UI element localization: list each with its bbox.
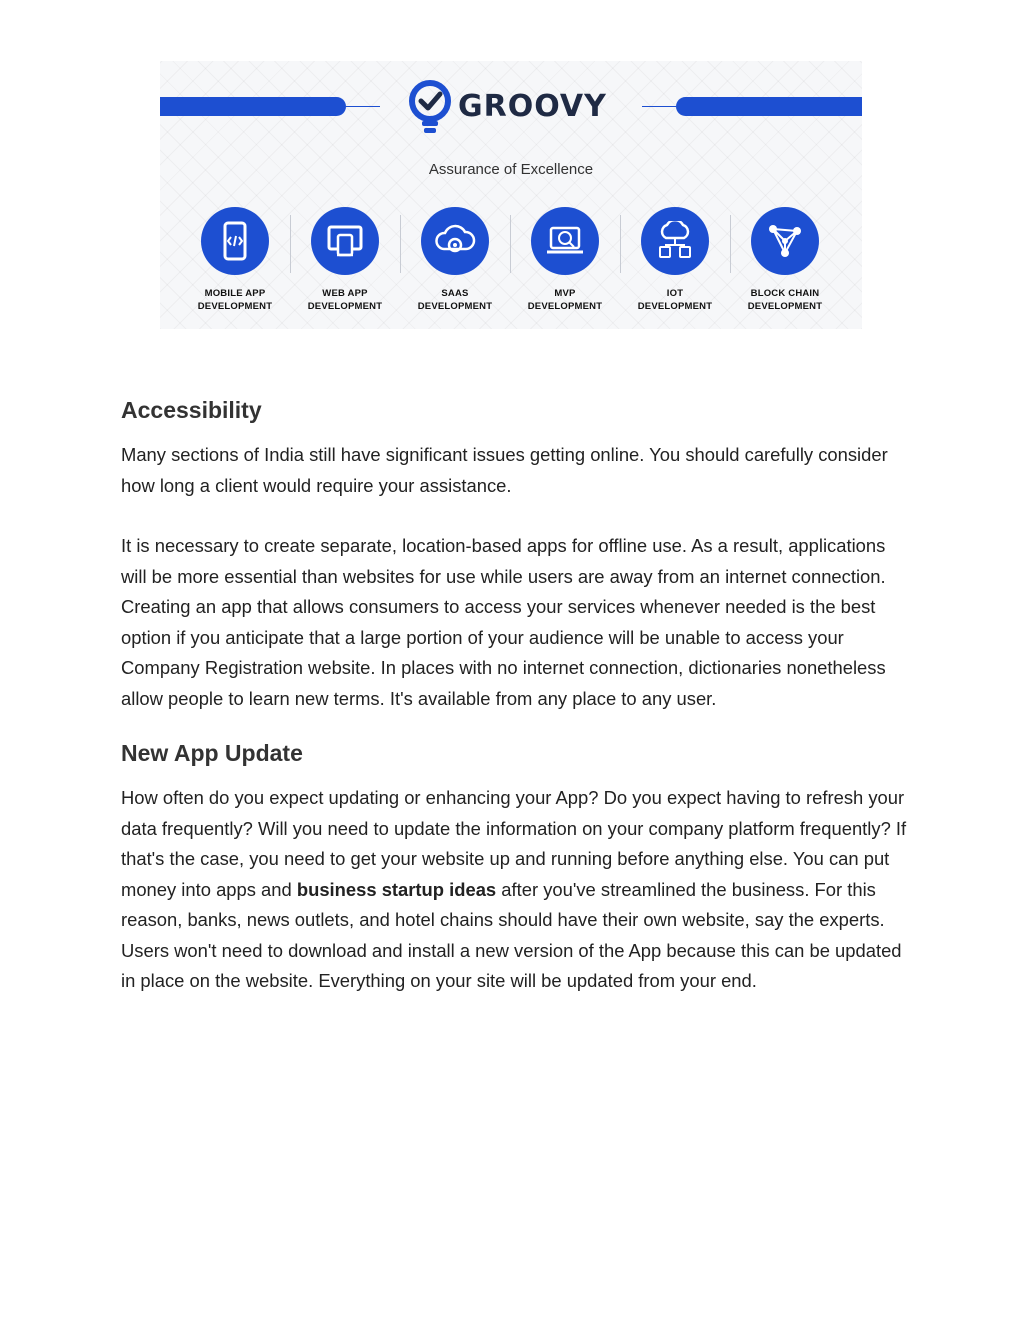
groovy-logo (408, 79, 618, 139)
banner-bar-left (160, 97, 346, 116)
web-devices-icon (311, 207, 379, 275)
mobile-code-icon (201, 207, 269, 275)
service-web-app (290, 207, 400, 313)
service-label: MOBILE APP DEVELOPMENT (197, 288, 273, 312)
service-mobile-app (180, 207, 290, 313)
service-label: IOT DEVELOPMENT (637, 288, 713, 312)
section-heading-accessibility: Accessibility (121, 397, 262, 423)
banner-line-left (346, 106, 380, 107)
services-row (180, 207, 842, 317)
section-heading-new-app-update: New App Update (121, 740, 303, 766)
banner-bar-right (676, 97, 862, 116)
logo-wordmark: GROOVY (458, 89, 607, 124)
service-iot (620, 207, 730, 313)
service-label: BLOCK CHAIN DEVELOPMENT (747, 288, 823, 312)
cloud-network-icon (641, 207, 709, 275)
bulb-check-icon (408, 79, 452, 137)
service-saas (400, 207, 510, 313)
mvp-laptop-icon (531, 207, 599, 275)
banner-line-right (642, 106, 676, 107)
business-startup-ideas-link[interactable]: business startup ideas (296, 878, 497, 900)
paragraph: How often do you expect updating or enhancing your App? Do you expect having to refresh your data frequently? Will you need to update the information on your company platform frequently? If that's the case, you need to get your website up and running before anything else. You can put money into apps and business startup ideas after you've streamlined the business. For this reason, banks, news outlets, and hotel chains should have their own website, say the experts. Users won't need to download and install a new version of the App because this can be updated in place on the website. Everything on your site will be updated from your end. (121, 787, 907, 991)
service-label: MVP DEVELOPMENT (527, 288, 603, 312)
service-label: SAAS DEVELOPMENT (417, 288, 493, 312)
blockchain-network-icon (751, 207, 819, 275)
groovy-banner (160, 61, 862, 329)
service-blockchain (730, 207, 840, 313)
paragraph: It is necessary to create separate, location-based apps for offline use. As a result, applications will be more essential than websites for use while users are away from an internet connection. Creating an app that allows consumers to access your services whenever needed is the best option if you anticipate that a large portion of your audience will be unable to access your Company Registration website. In places with no internet connection, dictionaries nonetheless allow people to learn new terms. It's available from any place to any user. (121, 535, 886, 709)
cloud-gear-icon (421, 207, 489, 275)
banner-tagline: Assurance of Excellence (428, 161, 594, 178)
article-body (121, 393, 911, 997)
paragraph: Many sections of India still have significant issues getting online. You should carefully consider how long a client would require your assistance. (121, 444, 888, 496)
service-mvp (510, 207, 620, 313)
service-label: WEB APP DEVELOPMENT (307, 288, 383, 312)
